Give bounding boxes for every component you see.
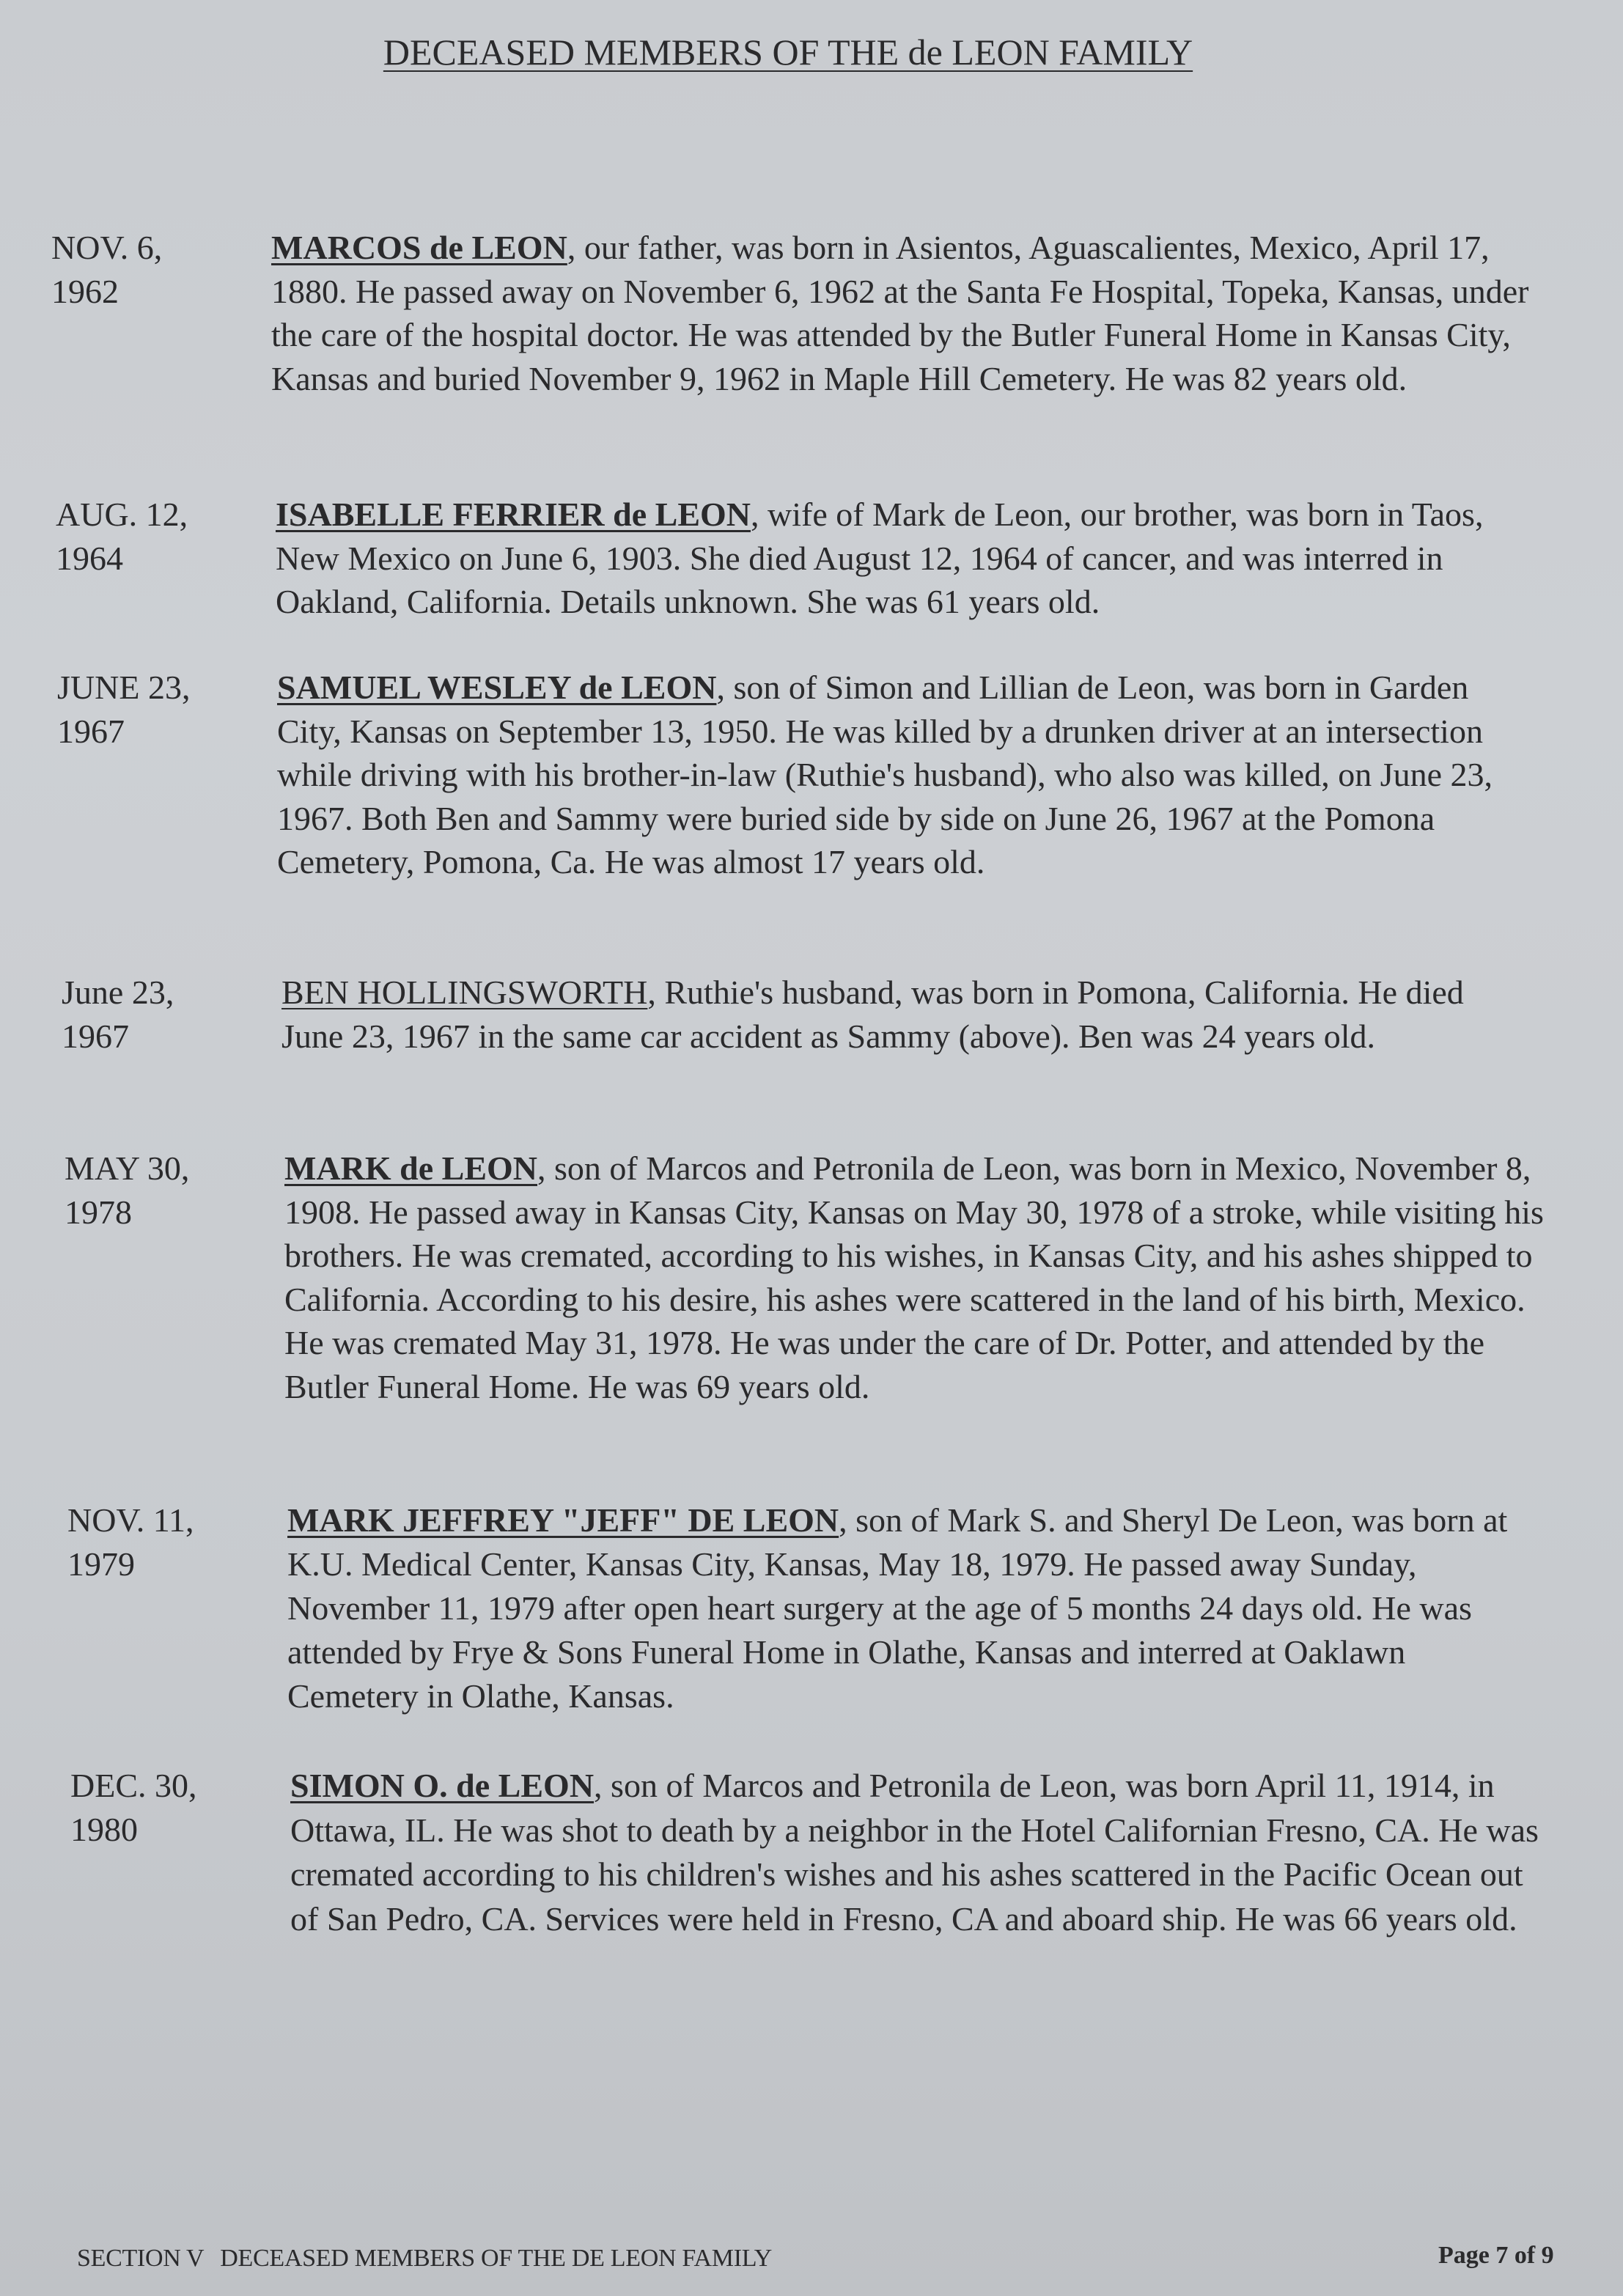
date-line-2: 1978 [65,1193,132,1231]
entry-text [287,1498,1526,1718]
entry-body: , Ruthie's husband, was born in Pomona, California. He died June 23, 1967 in the same car accident as Sammy (above). Ben was 24 years old. [281,974,1464,1055]
footer-section-title: DECEASED MEMBERS OF THE DE LEON FAMILY [220,2245,773,2272]
entry-text [281,971,1528,1059]
entry-date [56,493,276,624]
date-line-1: NOV. 11, [67,1501,194,1539]
entry-mark [65,1147,1545,1408]
date-line-1: MAY 30, [65,1149,190,1187]
date-line-2: 1967 [57,713,125,750]
entry-body: , son of Marcos and Petronila de Leon, was born April 11, 1914, in Ottawa, IL. He was shot to death by a neighbor in the Hotel Californian Fresno, CA. He was cremated according to his children's wishes and his ashes scattered in the Pacific Ocean out of San Pedro, CA. Services were held in Fresno, CA and aboard ship. He was 66 years old. [290,1767,1539,1938]
page-number: Page 7 of 9 [1438,2242,1554,2269]
entry-date [62,971,281,1059]
date-line-1: NOV. 6, [51,229,163,266]
entry-text [277,666,1538,884]
entry-simon [70,1764,1551,1941]
date-line-1: AUG. 12, [56,496,188,533]
footer-section [77,2245,772,2273]
entry-jeff [67,1498,1526,1718]
date-line-2: 1979 [67,1545,135,1583]
entry-name: MARCOS de LEON [271,229,567,266]
date-line-2: 1964 [56,540,123,577]
entry-name: MARK de LEON [284,1149,537,1187]
entry-isabelle [56,493,1536,624]
entry-text [276,493,1536,624]
date-line-1: DEC. 30, [70,1767,197,1804]
entry-marcos [51,226,1547,400]
entry-name: SAMUEL WESLEY de LEON [277,669,717,706]
date-line-1: June 23, [62,974,174,1011]
entry-body: , son of Marcos and Petronila de Leon, was born in Mexico, November 8, 1908. He passed away in Kansas City, Kansas on May 30, 1978 of a stroke, while visiting his brothers. He was cremated, according to his wishes, in Kansas City, and his ashes shipped to California. According to his desire, his ashes were scattered in the land of his birth, Mexico. He was cremated May 31, 1978. He was under the care of Dr. Potter, and attended by the Butler Funeral Home. He was 69 years old. [284,1149,1544,1405]
entry-ben [62,971,1528,1059]
entry-text [290,1764,1551,1941]
page-title: DECEASED MEMBERS OF THE de LEON FAMILY [383,32,1193,73]
entry-body: , wife of Mark de Leon, our brother, was born in Taos, New Mexico on June 6, 1903. She died August 12, 1964 of cancer, and was interred in Oakland, California. Details unknown. She was 61 years old. [276,496,1484,620]
entry-text [284,1147,1545,1408]
entry-body: , our father, was born in Asientos, Aguascalientes, Mexico, April 17, 1880. He passed away on November 6, 1962 at the Santa Fe Hospital, Topeka, Kansas, under the care of the hospital doctor. He was attended by the Butler Funeral Home in Kansas City, Kansas and buried November 9, 1962 in Maple Hill Cemetery. He was 82 years old. [271,229,1529,397]
entry-date [51,226,271,400]
entry-name: SIMON O. de LEON [290,1767,595,1804]
entry-name: MARK JEFFREY "JEFF" DE LEON [287,1501,839,1539]
date-line-2: 1962 [51,273,119,310]
entry-date [70,1764,290,1941]
entry-body: , son of Mark S. and Sheryl De Leon, was born at K.U. Medical Center, Kansas City, Kansas, May 18, 1979. He passed away Sunday, November 11, 1979 after open heart surgery at the age of 5 months 24 days old. He was attended by Frye & Sons Funeral Home in Olathe, Kansas and interred at Oaklawn Cemetery in Olathe, Kansas. [287,1501,1508,1715]
entry-samuel [57,666,1538,884]
entry-body: , son of Simon and Lillian de Leon, was born in Garden City, Kansas on September 13, 1950. He was killed by a drunken driver at an intersection while driving with his brother-in-law (Ruthie's husband), who also was killed, on June 23, 1967. Both Ben and Sammy were buried side by side on June 26, 1967 at the Pomona Cemetery, Pomona, Ca. He was almost 17 years old. [277,669,1493,880]
date-line-2: 1967 [62,1018,129,1055]
entry-date [65,1147,284,1408]
entry-date [67,1498,287,1718]
footer-section-number: SECTION V [77,2245,205,2272]
entry-date [57,666,277,884]
entry-text [271,226,1547,400]
entry-name: BEN HOLLINGSWORTH [281,974,648,1011]
date-line-1: JUNE 23, [57,669,191,706]
entry-name: ISABELLE FERRIER de LEON [276,496,751,533]
date-line-2: 1980 [70,1811,138,1848]
